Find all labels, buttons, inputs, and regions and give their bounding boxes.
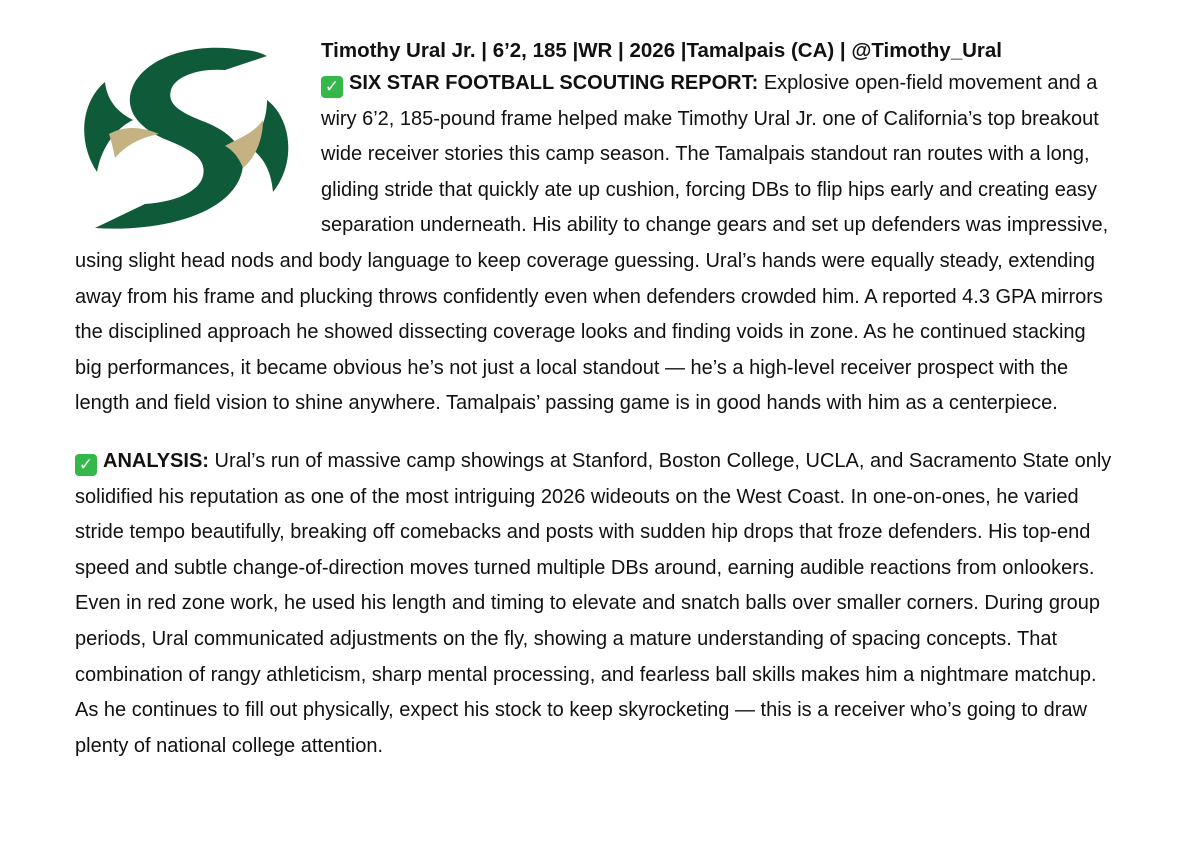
analysis-paragraph: [75, 444, 1115, 764]
scouting-report-document: [75, 36, 1115, 764]
player-header: Timothy Ural Jr. | 6’2, 185 |WR | 2026 |Tamalpais (CA) | @Timothy_Ural: [321, 39, 1002, 62]
analysis-text: Ural’s run of massive camp showings at Stanford, Boston College, UCLA, and Sacramento State only solidified his reputation as one of the most intriguing 2026 wideouts on the West Coast. In one-on-ones, he varied stride tempo beautifully, breaking off comebacks and posts with sudden hip drops that froze defenders. His top-end speed and subtle change-of-direction moves turned multiple DBs around, earning audible reactions from onlookers. Even in red zone work, he used his length and timing to elevate and snatch balls over smaller corners. During group periods, Ural communicated adjustments on the fly, showing a mature understanding of spacing concepts. That combination of rangy athleticism, sharp mental processing, and fearless ball skills makes him a nightmare matchup. As he continues to fill out physically, expect his stock to keep skyrocketing — this is a receiver who’s going to draw plenty of national college attention.: [75, 449, 1112, 757]
check-icon: ✓: [321, 76, 343, 98]
sacramento-state-s-logo-icon: [75, 42, 297, 232]
logo-left-fang: [84, 82, 133, 172]
report-label: SIX STAR FOOTBALL SCOUTING REPORT:: [349, 72, 759, 94]
check-icon: ✓: [75, 454, 97, 476]
report-text: Explosive open-field movement and a wiry 6’2, 185-pound frame helped make Timothy Ural Jr. one of California’s top breakout wide receiver stories this camp season. The Tamalpais standout ran routes with a long, gliding stride that quickly ate up cushion, forcing DBs to flip hips early and creating easy separation underneath. His ability to change gears and set up defenders was impressive, using slight head nods and body language to keep coverage guessing. Ural’s hands were equally steady, extending away from his frame and plucking throws confidently even when defenders crowded him. A reported 4.3 GPA mirrors the disciplined approach he showed dissecting coverage looks and finding voids in zone. As he continued stacking big performances, it became obvious he’s not just a local standout — he’s a high-level receiver prospect with the length and field vision to shine anywhere. Tamalpais’ passing game is in good hands with him as a centerpiece.: [75, 72, 1109, 415]
analysis-label: ANALYSIS:: [103, 449, 209, 472]
logo-gold-accent-left: [109, 128, 159, 158]
